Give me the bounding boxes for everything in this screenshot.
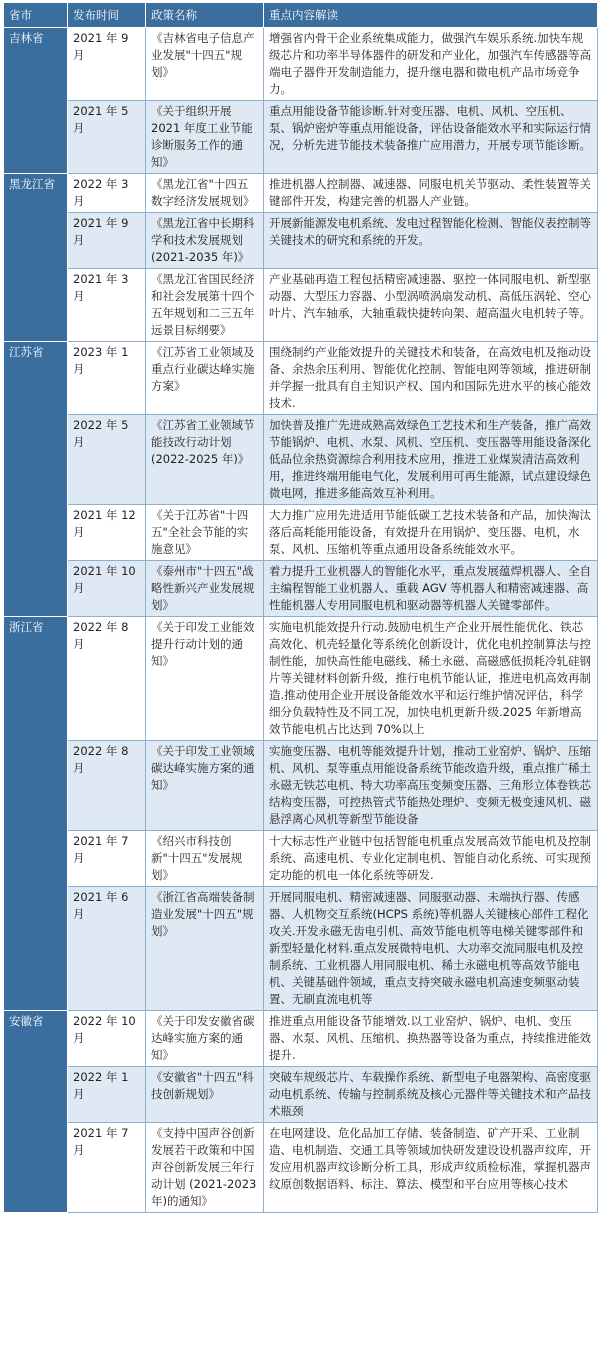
policy-name-cell: 《黑龙江省"十四五数字经济发展规划》 — [146, 174, 264, 213]
province-cell: 吉林省 — [4, 28, 68, 174]
table-row — [4, 101, 598, 174]
content-cell: 推进机器人控制器、减速器、同服电机关节驱动、柔性装置等关键部件开发，构建完善的机器人产业链。 — [264, 174, 598, 213]
policy-name-cell: 《吉林省电子信息产业发展"十四五"规划》 — [146, 28, 264, 101]
table-row — [4, 561, 598, 617]
content-cell: 突破车规级芯片、车载操作系统、新型电子电器架构、高密度驱动电机系统、传输与控制系统及核心元器件等关键技术和产品技术瓶颈 — [264, 1067, 598, 1123]
policy-name-cell: 《安徽省"十四五"科技创新规划》 — [146, 1067, 264, 1123]
table-row — [4, 741, 598, 831]
date-cell: 2022 年 5 月 — [68, 415, 146, 505]
policy-name-cell: 《绍兴市科技创新"十四五"发展规划》 — [146, 831, 264, 887]
table-row — [4, 617, 598, 741]
table-row — [4, 887, 598, 1011]
date-cell: 2021 年 12 月 — [68, 505, 146, 561]
date-cell: 2021 年 3 月 — [68, 269, 146, 342]
date-cell: 2021 年 10 月 — [68, 561, 146, 617]
table-row — [4, 174, 598, 213]
content-cell: 开展同服电机、精密减速器、同服驱动器、未端执行器、传感器、人机物交互系统(HCPS 系统)等机器人关键核心部件工程化攻关.开发永磁无齿电引机、高效节能电机等电梯关键零部件和新型轻量化材料.重点发展微特电机、大功率交流同服电机及控制系统、工业机器人用同服电机、稀土永磁电机等高效节能电机、关键基础件领域，重点支持突破永磁电机高速变频驱动装置、无刷直流电机等 — [264, 887, 598, 1011]
table-row — [4, 415, 598, 505]
content-cell: 重点用能设备节能诊断.针对变压器、电机、风机、空压机、泵、锅炉密炉等重点用能设备，评估设备能效水平和实际运行情况，分析先进节能技术装备推广应用潜力，开展专项节能诊断。 — [264, 101, 598, 174]
policy-name-cell: 《关于印发安徽省碳达峰实施方案的通知》 — [146, 1011, 264, 1067]
policy-name-cell: 《关于组织开展 2021 年度工业节能诊断服务工作的通知》 — [146, 101, 264, 174]
province-cell: 安徽省 — [4, 1011, 68, 1213]
policy-name-cell: 《支持中国声谷创新发展若干政策和中国声谷创新发展三年行动计划 (2021-2023 年)的通知》 — [146, 1123, 264, 1213]
table-row — [4, 505, 598, 561]
date-cell: 2021 年 9 月 — [68, 213, 146, 269]
content-cell: 实施电机能效提升行动.鼓励电机生产企业开展性能优化、铁芯高效化、机壳轻量化等系统化创新设计，优化电机控制算法与控制性能，加快高性能电磁线、稀土永磁、高磁感低损耗冷轧硅钢片等关键材料创新升级，推行电机节能认证，推进电机高效再制造.推动使用企业开展设备能效水平和运行维护情况评估，科学细分负载特性及不同工况，加快电机更新升级.2025 年新增高效节能电机占比达到 70%以上 — [264, 617, 598, 741]
table-row — [4, 1123, 598, 1213]
date-cell: 2022 年 1 月 — [68, 1067, 146, 1123]
content-cell: 推进重点用能设备节能增效.以工业窑炉、锅炉、电机、变压器、水泵、风机、压缩机、换热器等设备为重点，持续推进能效提升. — [264, 1011, 598, 1067]
policy-name-cell: 《关于印发工业能效提升行动计划的通知》 — [146, 617, 264, 741]
content-cell: 大力推广应用先进适用节能低碳工艺技术装备和产品，加快淘汰落后高耗能用能设备，有效提升在用锅炉、变压器、电机，水泵、风机、压缩机等重点通用设备系统能效水平。 — [264, 505, 598, 561]
date-cell: 2021 年 7 月 — [68, 831, 146, 887]
policy-table — [3, 2, 598, 1213]
content-cell: 十大标志性产业链中包括智能电机重点发展高效节能电机及控制系统、高速电机、专业化定制电机、智能自动化系统、可实现预定功能的机电一体化系统等研发. — [264, 831, 598, 887]
province-cell: 浙江省 — [4, 617, 68, 1011]
content-cell: 开展新能源发电机系统、发电过程智能化检测、智能仪表控制等关键技术的研究和系统的开发。 — [264, 213, 598, 269]
content-cell: 加快普及推广先进成熟高效绿色工艺技术和生产装备，推广高效节能锅炉、电机、水泵、风机、空压机、变压器等用能设备深化低品位余热资源综合利用技术应用，推进工业煤炭清洁高效利用，推进终端用能电气化，发展利用可再生能源，试点建设绿色微电网，推进多能高效互补利用。 — [264, 415, 598, 505]
table-row — [4, 1067, 598, 1123]
content-cell: 实施变压器、电机等能效提升计划，推动工业窑炉、锅炉、压缩机、风机、泵等重点用能设备系统节能改造升级，重点推广稀土永磁无铁芯电机、特大功率高压变频变压器、三角形立体卷铁芯结构变压器，可控热管式节能热处理炉、变频无极变速风机、磁悬浮离心风机等新型节能设备 — [264, 741, 598, 831]
date-cell: 2022 年 10 月 — [68, 1011, 146, 1067]
content-cell: 围绕制约产业能效提升的关键技术和装备，在高效电机及拖动设备、余热余压利用、智能优化控制、智能电网等领域，推进研制并学握一批具有自主知识产权、国内和国际先进水平的核心能效技术. — [264, 342, 598, 415]
content-cell: 增强省内骨干企业系统集成能力，做强汽车娱乐系统.加快车规级芯片和功率半导体器件的研发和产业化，加强汽车传感器等高端电子器件开发制造能力，提升继电器和微电机产品市场竞争力。 — [264, 28, 598, 101]
table-row — [4, 213, 598, 269]
policy-name-cell: 《关于江苏省"十四五"全社会节能的实施意见》 — [146, 505, 264, 561]
province-cell: 江苏省 — [4, 342, 68, 617]
policy-name-cell: 《江苏省工业领域节能技改行动计划(2022-2025 年)》 — [146, 415, 264, 505]
date-cell: 2022 年 8 月 — [68, 741, 146, 831]
date-cell: 2021 年 9 月 — [68, 28, 146, 101]
policy-name-cell: 《江苏省工业领域及重点行业碳达峰实施方案》 — [146, 342, 264, 415]
policy-name-cell: 《泰州市"十四五"战略性新兴产业发展规划》 — [146, 561, 264, 617]
header-row — [4, 3, 598, 28]
policy-name-cell: 《黑龙江省国民经济和社会发展第十四个五年规划和二三五年远景目标纲要》 — [146, 269, 264, 342]
date-cell: 2022 年 8 月 — [68, 617, 146, 741]
date-cell: 2021 年 6 月 — [68, 887, 146, 1011]
policy-name-cell: 《关于印发工业领域碳达峰实施方案的通知》 — [146, 741, 264, 831]
date-cell: 2022 年 3 月 — [68, 174, 146, 213]
header-policy: 政策名称 — [146, 3, 264, 28]
table-row — [4, 342, 598, 415]
date-cell: 2023 年 1 月 — [68, 342, 146, 415]
content-cell: 着力提升工业机器人的智能化水平，重点发展蕴焊机器人、全自主编程智能工业机器人、重载 AGV 等机器人和精密减速器、高性能机器人专用同服电机和驱动器等机器人关键零部件。 — [264, 561, 598, 617]
content-cell: 在电网建设、危化品加工存储、装备制造、矿产开采、工业制造、电机制造、交通工具等领域加快研发建设设机器声纹库，开发应用机器声纹诊断分析工具，形成声纹质检标准，掌握机器声纹原创数据语料、标注、算法、模型和平台应用等核心技术 — [264, 1123, 598, 1213]
header-content: 重点内容解读 — [264, 3, 598, 28]
content-cell: 产业基础再造工程包括精密减速器、驱控一体同服电机、新型驱动器、大型压力容器、小型涡喷涡扇发动机、高低压涡轮、空心叶片、汽车轴承，大轴重载快捷转向架、超高温火电机转子等。 — [264, 269, 598, 342]
policy-name-cell: 《黑龙江省中长期科学和技术发展规划 (2021-2035 年)》 — [146, 213, 264, 269]
date-cell: 2021 年 7 月 — [68, 1123, 146, 1213]
table-row — [4, 831, 598, 887]
province-cell: 黑龙江省 — [4, 174, 68, 342]
table-body — [4, 28, 598, 1213]
date-cell: 2021 年 5 月 — [68, 101, 146, 174]
header-date: 发布时间 — [68, 3, 146, 28]
table-row — [4, 1011, 598, 1067]
policy-name-cell: 《浙江省高端装备制造业发展"十四五"规划》 — [146, 887, 264, 1011]
table-row — [4, 28, 598, 101]
header-province: 省市 — [4, 3, 68, 28]
table-row — [4, 269, 598, 342]
